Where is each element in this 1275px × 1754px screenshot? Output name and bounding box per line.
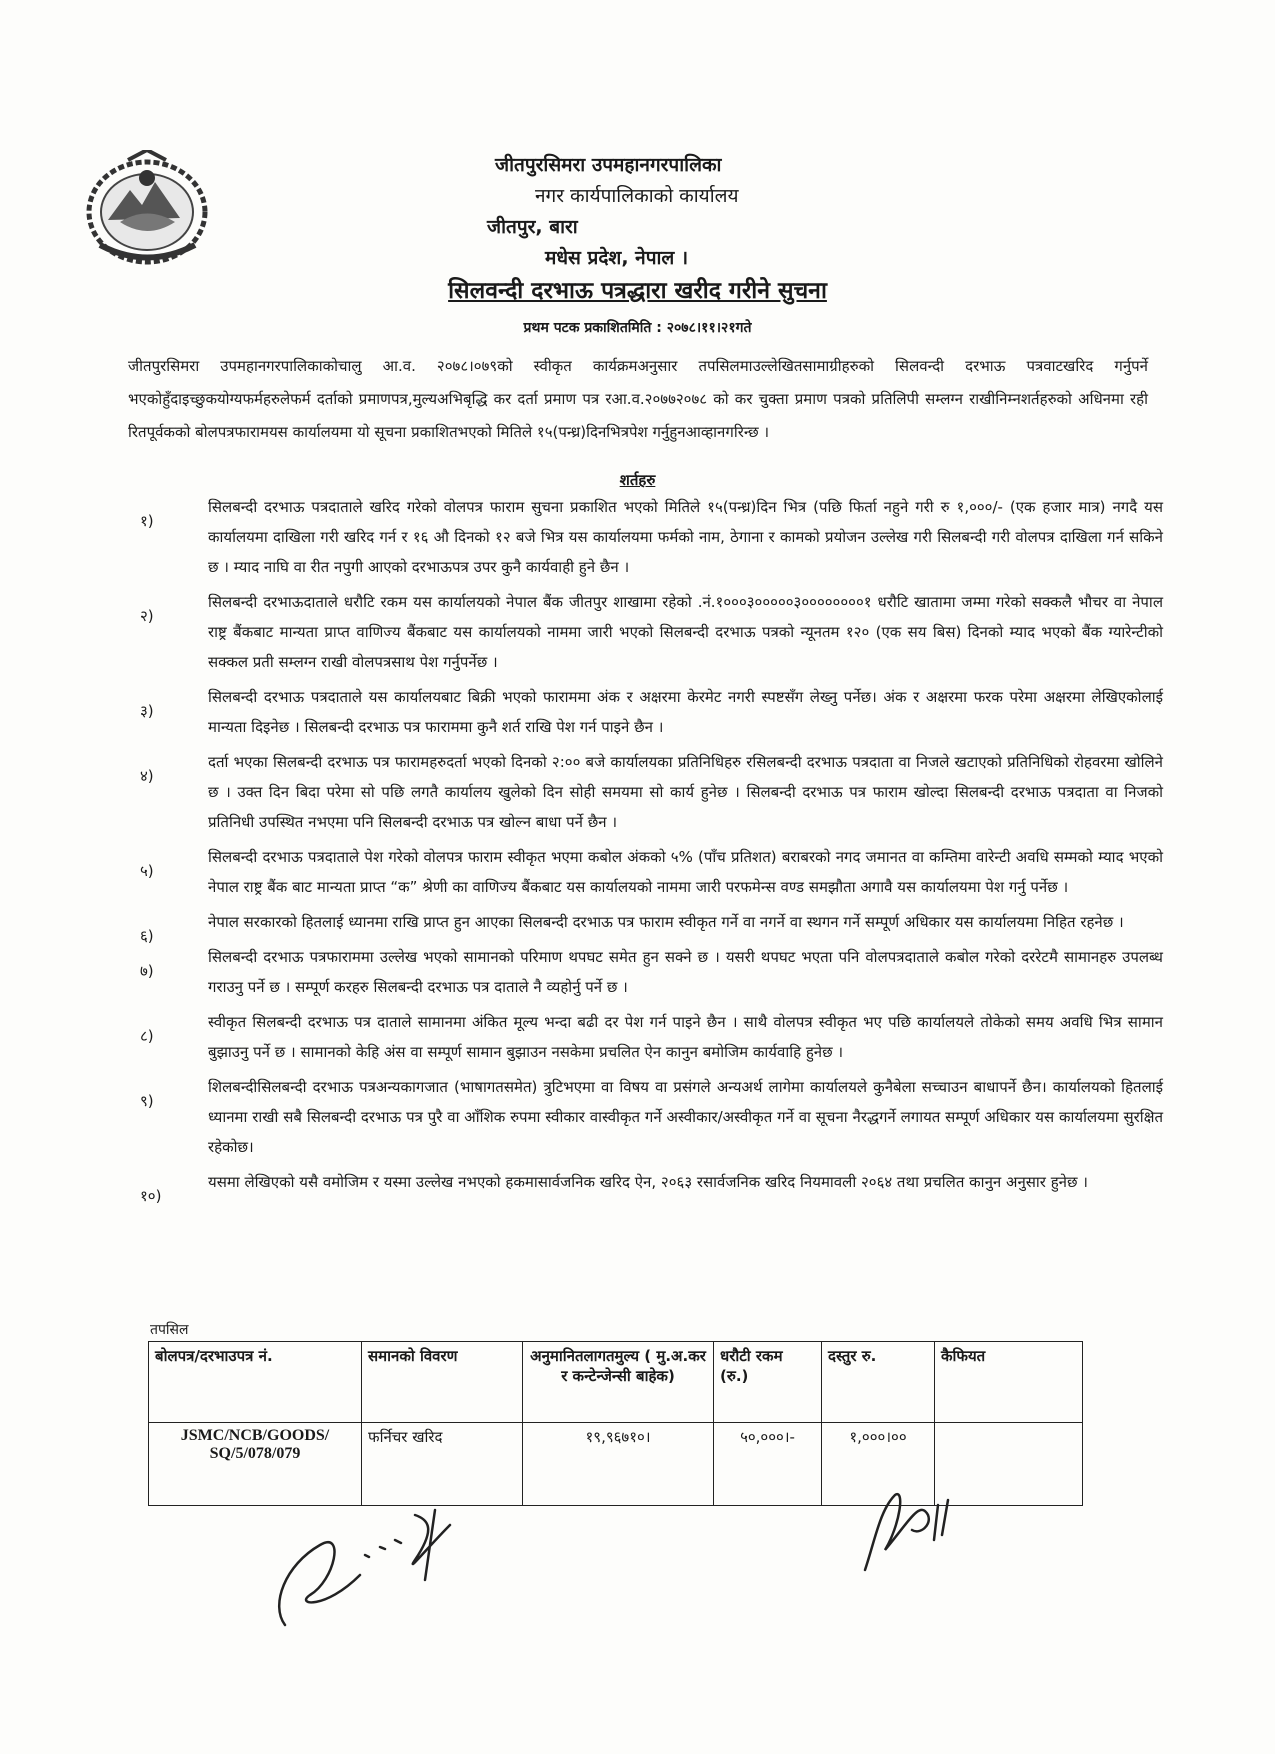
cell-fee: १,०००।०० [822, 1423, 935, 1506]
condition-text: सिलबन्दी दरभाऊदाताले धरौटि रकम यस कार्यालयको नेपाल बैंक जीतपुर शाखामा रहेको .नं.१०००३०००००३००००००००१ धरौटि खातामा जम्मा गरेको सक्कलै भौचर वा नेपाल राष्ट्र बैंकबाट मान्यता प्राप्त वाणिज्य बैंकबाट यस कार्यालयको नाममा जारी भएको सिलबन्दी दरभाऊ पत्रको न्यूनतम १२० (एक सय बिस) दिनको म्याद भएको बैंक ग्यारेन्टीको सक्कल प्रती सम्लग्न राखी वोलपत्रसाथ पेश गर्नुपर्नेछ । [208, 593, 1163, 671]
col-header-estimated-cost: अनुमानितलागतमुल्य ( मु.अ.कर र कन्टेन्जेन्सी बाहेक) [523, 1342, 714, 1423]
publication-date: प्रथम पटक प्रकाशितमिति : २०७८।११।२१गते [523, 320, 752, 336]
condition-number: ३) [140, 702, 154, 720]
condition-item [0, 1007, 1275, 1067]
condition-text: सिलबन्दी दरभाऊ पत्रदाताले पेश गरेको वोलपत्र फाराम स्वीकृत भएमा कबोल अंकको ५% (पाँच प्रतिशत) बराबरको नगद जमानत वा कम्तिमा वारेन्टी अवधि सम्मको म्याद भएको नेपाल राष्ट्र बैंक बाट मान्यता प्राप्त “क” श्रेणी का वाणिज्य बैंकबाट यस कार्यालयको नाममा जारी परफमेन्स वण्ड समझौता अगावै यस कार्यालयमा पेश गर्नु पर्नेछ । [208, 848, 1163, 896]
condition-item [0, 907, 1275, 945]
condition-item [0, 587, 1275, 677]
condition-text: सिलबन्दी दरभाऊ पत्रफाराममा उल्लेख भएको सामानको परिमाण थपघट समेत हुन सक्ने छ । यसरी थपघट भएता पनि वोलपत्रदाताले कबोल गरेको दररेटमै सामानहरु उपलब्ध गराउनु पर्ने छ । सम्पूर्ण करहरु सिलबन्दी दरभाऊ पत्र दाताले नै व्यहोर्नु पर्ने छ । [208, 948, 1163, 996]
schedule-table-wrapper [148, 1320, 1083, 1506]
condition-item [0, 842, 1275, 902]
condition-text: स्वीकृत सिलबन्दी दरभाऊ पत्र दाताले सामानमा अंकित मूल्य भन्दा बढी दर पेश गर्न पाइने छैन । साथै वोलपत्र स्वीकृत भए पछि कार्यालयले तोकेको समय अवधि भित्र सामान बुझाउनु पर्ने छ । सामानको केहि अंस वा सम्पूर्ण सामान बुझाउन नसकेमा प्रचलित ऐन कानुन बमोजिम कार्यवाहि हुनेछ । [208, 1013, 1163, 1061]
condition-text: नेपाल सरकारको हितलाई ध्यानमा राखि प्राप्त हुन आएका सिलबन्दी दरभाऊ पत्र फाराम स्वीकृत गर्ने वा नगर्ने वा स्थगन गर्ने सम्पूर्ण अधिकार यस कार्यालयमा निहित रहनेछ । [208, 913, 1124, 931]
intro-paragraph: जीतपुरसिमरा उपमहानगरपालिकाकोचालु आ.व. २०७८।०७९को स्वीकृत कार्यक्रमअनुसार तपसिलमाउल्लेखितसामाग्रीहरुको सिलवन्दी दरभाऊ पत्रवाटखरिद गर्नुपर्ने भएकोहुँदाइच्छुकयोग्यफर्महरुलेफर्म दर्ताको प्रमाणपत्र,मुल्यअभिबृद्धि कर दर्ता प्रमाण पत्र रआ.व.२०७७२०७८ को कर चुक्ता प्रमाण पत्रको प्रतिलिपी सम्लग्न राखीनिम्नशर्तहरुको अधिनमा रही रितपूर्वकको बोलपत्रफारामयस कार्यालयमा यो सूचना प्रकाशितभएको मितिले १५(पन्ध्र)दिनभित्रपेश गर्नुहुनआव्हानगरिन्छ । [128, 357, 1148, 441]
office-location: जीतपुर, बारा [487, 216, 578, 238]
cell-bid-number: JSMC/NCB/GOODS/ SQ/5/078/079 [149, 1423, 362, 1506]
table-header-row [149, 1342, 1083, 1423]
condition-number: १०) [140, 1187, 162, 1205]
notice-title: सिलवन्दी दरभाऊ पत्रद्धारा खरीद गरीने सुचना [448, 278, 827, 304]
condition-item [0, 1072, 1275, 1162]
signature-left [265, 1485, 495, 1635]
condition-text: शिलबन्दीसिलबन्दी दरभाऊ पत्रअन्यकागजात (भाषागतसमेत) त्रुटिभएमा वा विषय वा प्रसंगले अन्यअर्थ लागेमा कार्यालयले कुनैबेला सच्चाउन बाधापर्ने छैन। कार्यालयको हितलाई ध्यानमा राखी सबै सिलबन्दी दरभाऊ पत्र पुरै वा आँशिक रुपमा स्वीकार वास्वीकृत गर्ने अस्वीकार/अस्वीकृत गर्ने वा सूचना नैरद्धगर्ने लगायत सम्पूर्ण अधिकार यस कार्यालयमा सुरक्षित रहेकोछ। [208, 1078, 1163, 1156]
municipality-name: जीतपुरसिमरा उपमहानगरपालिका [495, 154, 722, 176]
conditions-list [0, 492, 1275, 1205]
condition-number: ६) [140, 927, 154, 945]
condition-number: ९) [140, 1092, 154, 1110]
condition-number: १) [140, 512, 154, 530]
condition-number: ८) [140, 1027, 154, 1045]
province-country: मधेस प्रदेश, नेपाल । [545, 247, 689, 269]
cell-estimated-cost: १९,९६७१०। [523, 1423, 714, 1506]
condition-number: ७) [140, 962, 154, 980]
condition-text: सिलबन्दी दरभाऊ पत्रदाताले यस कार्यालयबाट बिक्री भएको फाराममा अंक र अक्षरमा केरमेट नगरी स्पष्टसँग लेख्नु पर्नेछ। अंक र अक्षरमा फरक परेमा अक्षरमा लेखिएकोलाई मान्यता दिइनेछ । सिलबन्दी दरभाऊ पत्र फाराममा कुनै शर्त राखि पेश गर्न पाइने छैन । [208, 688, 1163, 736]
condition-item [0, 682, 1275, 742]
condition-number: ५) [140, 862, 154, 880]
condition-item [0, 492, 1275, 582]
col-header-deposit-amount: धरौटी रकम (रु.) [714, 1342, 822, 1423]
col-header-item-description: समानको विवरण [362, 1342, 523, 1423]
col-header-remarks: कैफियत [935, 1342, 1083, 1423]
condition-text: सिलबन्दी दरभाऊ पत्रदाताले खरिद गरेको वोलपत्र फाराम सुचना प्रकाशित भएको मितिले १५(पन्ध्र)दिन भित्र (पछि फिर्ता नहुने गरी रु १,०००/- (एक हजार मात्र) नगदै यस कार्यालयमा दाखिला गरी खरिद गर्न र १६ औ दिनको १२ बजे भित्र यस कार्यालयमा फर्मको नाम, ठेगाना र कामको प्रयोजन उल्लेख गरी सिलबन्दी गरी वोलपत्र दाखिला गर्न सकिने छ । म्याद नाघि वा रीत नपुगी आएको दरभाऊपत्र उपर कुनै कार्यवाही हुने छैन । [208, 498, 1163, 576]
condition-item [0, 747, 1275, 837]
cell-deposit-amount: ५०,०००।- [714, 1423, 822, 1506]
col-header-bid-number: बोलपत्र/दरभाउपत्र नं. [149, 1342, 362, 1423]
office-name: नगर कार्यपालिकाको कार्यालय [535, 185, 739, 207]
condition-text: दर्ता भएका सिलबन्दी दरभाऊ पत्र फारामहरुदर्ता भएको दिनको २:०० बजे कार्यालयका प्रतिनिधिहरु रसिलबन्दी दरभाऊ पत्रदाता वा निजले खटाएको प्रतिनिधिको रोहवरमा खोलिने छ । उक्त दिन बिदा परेमा सो पछि लगतै कार्यालय खुलेको दिन सोही समयमा सो कार्य हुनेछ । सिलबन्दी दरभाऊ पत्र फाराम खोल्दा सिलबन्दी दरभाऊ पत्रदाता वा निजको प्रतिनिधी उपस्थित नभएमा पनि सिलबन्दी दरभाऊ पत्र खोल्न बाधा पर्ने छैन । [208, 753, 1163, 831]
conditions-heading: शर्तहरु [619, 471, 656, 489]
condition-item [0, 1167, 1275, 1205]
government-emblem-icon [80, 150, 215, 270]
table-caption: तपसिल [150, 1322, 189, 1338]
condition-text: यसमा लेखिएको यसै वमोजिम र यस्मा उल्लेख नभएको हकमासार्वजनिक खरिद ऐन, २०६३ रसार्वजनिक खरिद नियमावली २०६४ तथा प्रचलित कानुन अनुसार हुनेछ । [208, 1173, 1088, 1191]
col-header-fee: दस्तुर रु. [822, 1342, 935, 1423]
condition-number: २) [140, 607, 154, 625]
office-header [455, 150, 875, 274]
cell-item-description: फर्निचर खरिद [362, 1423, 523, 1506]
condition-number: ४) [140, 767, 154, 785]
condition-item [0, 942, 1275, 1002]
signature-right [850, 1480, 970, 1580]
